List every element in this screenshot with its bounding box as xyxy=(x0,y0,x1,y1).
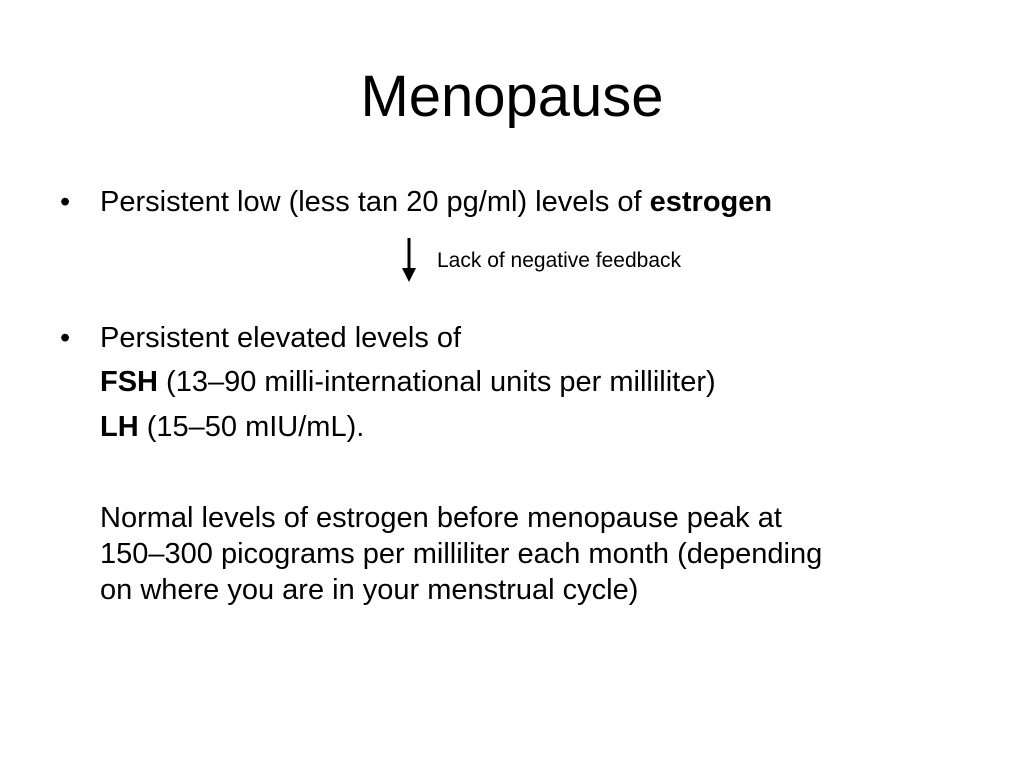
fsh-range: (13–90 milli-international units per milliliter) xyxy=(158,366,716,398)
bullet-marker: • xyxy=(60,186,71,218)
down-arrow-icon xyxy=(399,238,419,282)
bullet-text: Persistent elevated levels of xyxy=(100,322,462,354)
lh-range: (15–50 mIU/mL). xyxy=(138,411,365,443)
fsh-line xyxy=(100,364,716,400)
fsh-term: FSH xyxy=(100,366,158,398)
note-line: Normal levels of estrogen before menopause peak at xyxy=(100,502,782,534)
bullet-bold-term: estrogen xyxy=(649,186,773,218)
note-line: on where you are in your menstrual cycle) xyxy=(100,574,639,606)
lh-line xyxy=(100,409,364,445)
lh-term: LH xyxy=(100,411,139,443)
bullet-item-elevated-levels xyxy=(60,320,461,356)
arrow-label: Lack of negative feedback xyxy=(437,249,682,272)
bullet-item-estrogen xyxy=(60,184,772,220)
note-line: 150–300 picograms per milliliter each month (depending xyxy=(100,538,823,570)
normal-levels-note xyxy=(100,500,980,608)
slide-title: Menopause xyxy=(360,64,664,129)
bullet-text: Persistent low (less tan 20 pg/ml) levels of xyxy=(100,186,650,218)
bullet-marker: • xyxy=(60,322,71,354)
